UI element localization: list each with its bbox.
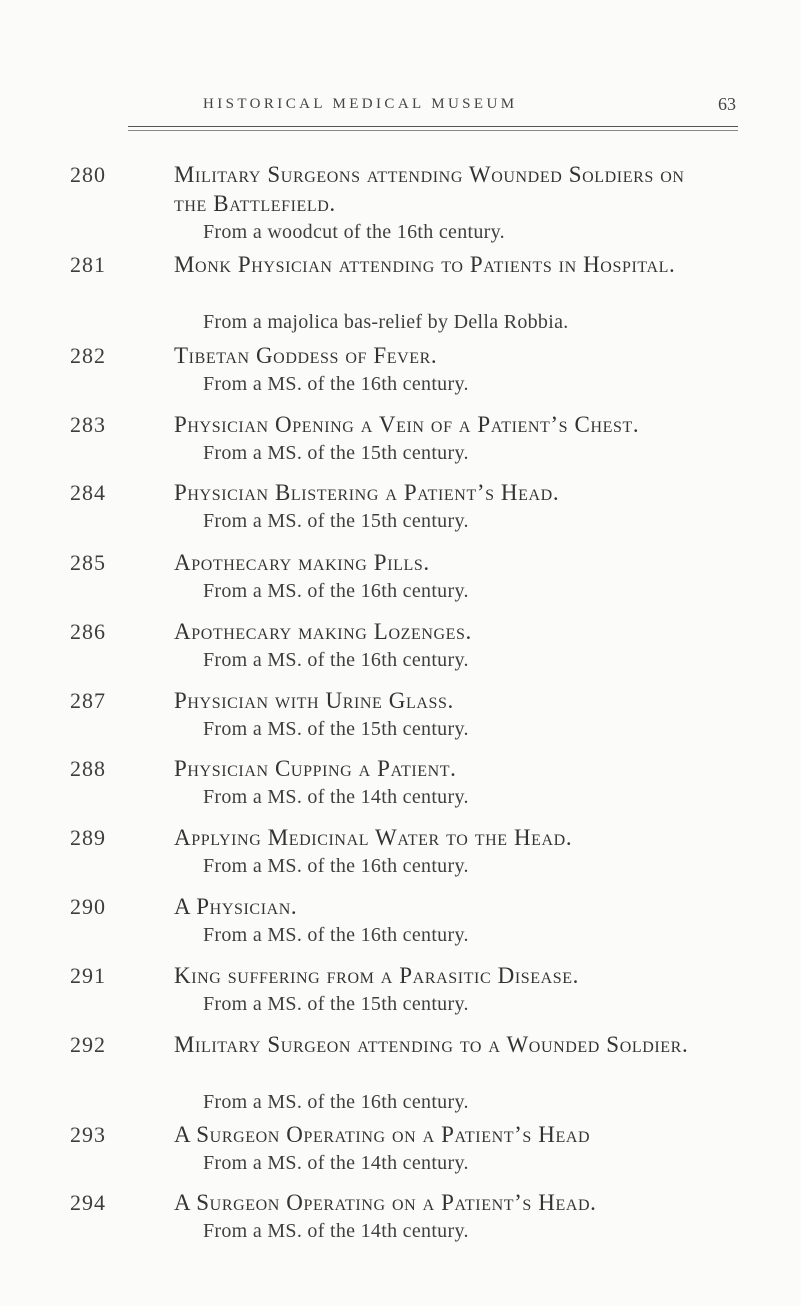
entry-title: Physician Opening a Vein of a Patient’s Chest. [174,412,640,437]
entry-source: From a MS. of the 16th century. [203,580,469,602]
entry-source: From a MS. of the 16th century. [203,373,469,395]
entry-title: King suffering from a Parasitic Disease. [174,963,579,988]
page-number: 63 [718,94,736,114]
entry-number: 285 [70,550,106,575]
entry-number: 291 [70,963,106,988]
entry-title: Apothecary making Pills. [174,550,430,575]
entry-source: From a MS. of the 15th century. [203,442,469,464]
entry-number: 288 [70,756,106,781]
entry-title: A Surgeon Operating on a Patient’s Head. [174,1190,597,1215]
entry-title: A Physician. [174,894,298,919]
entry-number: 283 [70,412,106,437]
entry-title: Physician Cupping a Patient. [174,756,457,781]
entry-title: Apothecary making Lozenges. [174,619,472,644]
entry-number: 292 [70,1032,106,1057]
entry-number: 289 [70,825,106,850]
entry-number: 280 [70,162,106,187]
entry-title: Applying Medicinal Water to the Head. [174,825,573,850]
entry-number: 282 [70,343,106,368]
entry-number: 281 [70,252,106,277]
entry-title: Tibetan Goddess of Fever. [174,343,438,368]
entry-title: Military Surgeons attending Wounded Soldiers on the Battlefield. [174,162,685,216]
entry-title: A Surgeon Operating on a Patient’s Head [174,1122,591,1147]
entry-source: From a MS. of the 14th century. [203,1152,469,1174]
entry-number: 290 [70,894,106,919]
entry-source: From a MS. of the 15th century. [203,718,469,740]
header-rule-thin [128,130,738,131]
entry-number: 293 [70,1122,106,1147]
header-rule [128,126,738,127]
entry-source: From a MS. of the 16th century. [203,1091,469,1113]
entry-source: From a MS. of the 16th century. [203,924,469,946]
entry-title: Monk Physician attending to Patients in Hospital. [174,252,676,277]
running-head [130,94,738,120]
entry-source: From a MS. of the 16th century. [203,855,469,877]
entry-source: From a majolica bas-relief by Della Robbia. [203,311,569,333]
entry-source: From a MS. of the 15th century. [203,510,469,532]
entry-title: Military Surgeon attending to a Wounded Soldier. [174,1032,689,1057]
entry-source: From a woodcut of the 16th century. [203,221,505,243]
entry-title: Physician Blistering a Patient’s Head. [174,480,560,505]
entry-number: 286 [70,619,106,644]
entry-source: From a MS. of the 15th century. [203,993,469,1015]
entry-number: 284 [70,480,106,505]
entry-title: Physician with Urine Glass. [174,688,454,713]
running-title: HISTORICAL MEDICAL MUSEUM [203,96,518,112]
entry-source: From a MS. of the 14th century. [203,1220,469,1242]
entry-number: 294 [70,1190,106,1215]
entry-source: From a MS. of the 16th century. [203,649,469,671]
entry-source: From a MS. of the 14th century. [203,786,469,808]
entry-number: 287 [70,688,106,713]
